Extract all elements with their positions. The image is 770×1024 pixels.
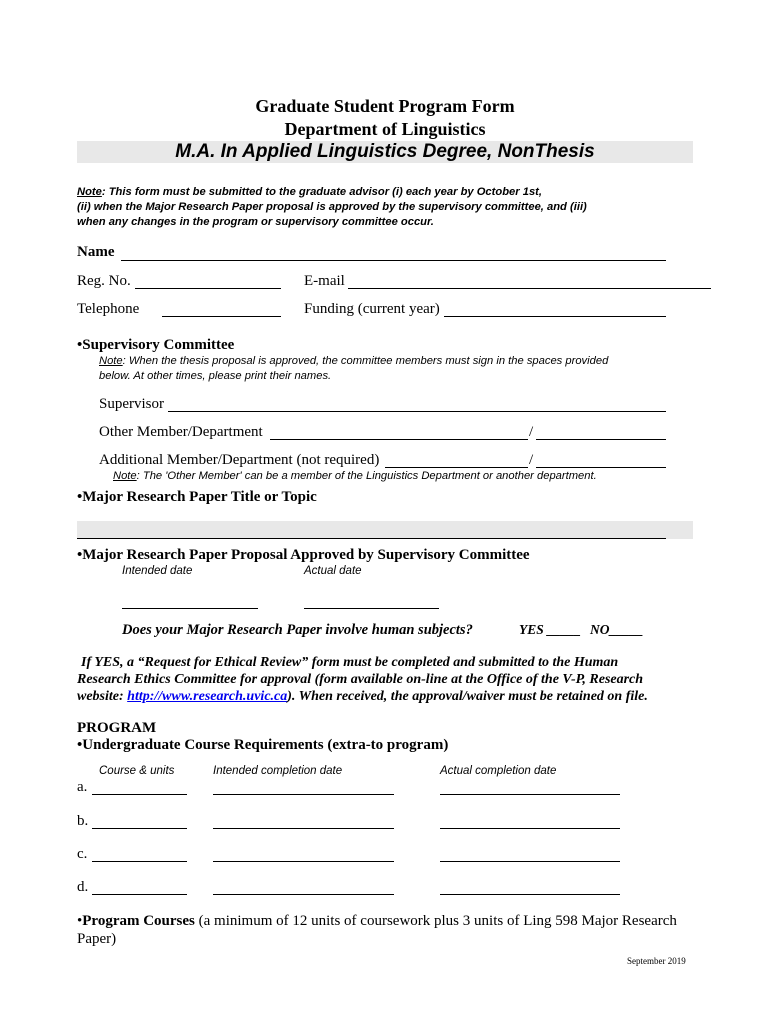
intended-completion-field[interactable]: [213, 894, 394, 895]
actual-date-label: Actual date: [304, 565, 362, 577]
actual-completion-field[interactable]: [440, 861, 620, 862]
program-heading: PROGRAM: [77, 720, 157, 736]
other-member-dept-field[interactable]: [536, 439, 666, 440]
course-field[interactable]: [92, 894, 187, 895]
form-title: Graduate Student Program Form: [255, 96, 515, 116]
bullet-icon: •: [77, 489, 83, 505]
intended-completion-field[interactable]: [213, 794, 394, 795]
row-label: a.: [77, 779, 88, 795]
course-field[interactable]: [92, 828, 187, 829]
col-intended-label: Intended completion date: [213, 765, 343, 777]
actual-date-field[interactable]: [304, 608, 439, 609]
intended-date-label: Intended date: [122, 565, 193, 577]
intended-date-field[interactable]: [122, 608, 258, 609]
bullet-icon: •: [77, 913, 83, 929]
actual-completion-field[interactable]: [440, 828, 620, 829]
supervisory-note: Note: When the thesis proposal is approved, the committee members must sign in the spaces provided below. At other times, please print their names.: [99, 355, 609, 382]
research-website-link[interactable]: http://www.research.uvic.ca: [127, 689, 288, 704]
name-field[interactable]: [121, 260, 666, 261]
row-label: b.: [77, 813, 89, 829]
department-title: Department of Linguistics: [284, 119, 486, 139]
mrp-proposal-heading: •Major Research Paper Proposal Approved by Supervisory Committee: [77, 547, 530, 563]
mrp-title-heading: •Major Research Paper Title or Topic: [77, 489, 317, 505]
course-field[interactable]: [92, 794, 187, 795]
bullet-icon: •: [77, 547, 83, 563]
name-label: Name: [77, 244, 115, 260]
additional-member-slash: /: [529, 452, 534, 468]
email-field[interactable]: [348, 288, 711, 289]
supervisor-field[interactable]: [168, 411, 666, 412]
additional-member-name-field[interactable]: [385, 467, 528, 468]
footer-date: September 2019: [627, 956, 686, 966]
telephone-label: Telephone: [77, 301, 140, 317]
actual-completion-field[interactable]: [440, 894, 620, 895]
ethics-paragraph: If YES, a “Request for Ethical Review” form must be completed and submitted to the Human Research Ethics Committee for approval (form available on-line at the Office of the V-P, Research website: http://www.research.uvic.ca). When received, the approval/waiver must be retained on file.: [77, 655, 648, 704]
col-course-label: Course & units: [99, 765, 175, 777]
other-member-name-field[interactable]: [270, 439, 528, 440]
col-actual-label: Actual completion date: [440, 765, 557, 777]
mrp-title-field[interactable]: [77, 538, 666, 539]
intended-completion-field[interactable]: [213, 828, 394, 829]
no-option[interactable]: NO_____: [590, 622, 644, 637]
reg-no-label: Reg. No.: [77, 273, 131, 289]
undergrad-heading: •Undergraduate Course Requirements (extra-to program): [77, 737, 449, 753]
other-member-note: Note: The 'Other Member' can be a member of the Linguistics Department or another department.: [113, 470, 597, 482]
intro-note: Note: This form must be submitted to the graduate advisor (i) each year by October 1st, (ii) when the Major Research Paper proposal is approved by the supervisory committee, and (iii) when any changes in the program or supervisory committee occur.: [77, 186, 587, 228]
other-member-label: Other Member/Department: [99, 424, 263, 440]
funding-label: Funding (current year): [304, 301, 440, 317]
program-courses-paragraph: •Program Courses (a minimum of 12 units of coursework plus 3 units of Ling 598 Major Research Paper): [77, 913, 677, 947]
human-subjects-question: Does your Major Research Paper involve human subjects?: [122, 622, 473, 638]
actual-completion-field[interactable]: [440, 794, 620, 795]
reg-no-field[interactable]: [135, 288, 281, 289]
telephone-field[interactable]: [162, 316, 281, 317]
bullet-icon: •: [77, 737, 83, 753]
course-field[interactable]: [92, 861, 187, 862]
degree-title: M.A. In Applied Linguistics Degree, NonThesis: [77, 141, 693, 163]
mrp-title-band: [77, 521, 693, 539]
yes-option[interactable]: YES _____: [519, 622, 581, 637]
row-label: c.: [77, 846, 88, 862]
email-label: E-mail: [304, 273, 345, 289]
additional-member-dept-field[interactable]: [536, 467, 666, 468]
supervisory-heading: •Supervisory Committee: [77, 337, 235, 353]
supervisor-label: Supervisor: [99, 396, 164, 412]
bullet-icon: •: [77, 337, 83, 353]
row-label: d.: [77, 879, 89, 895]
funding-field[interactable]: [444, 316, 666, 317]
additional-member-label: Additional Member/Department (not required): [99, 452, 380, 468]
intended-completion-field[interactable]: [213, 861, 394, 862]
other-member-slash: /: [529, 424, 534, 440]
